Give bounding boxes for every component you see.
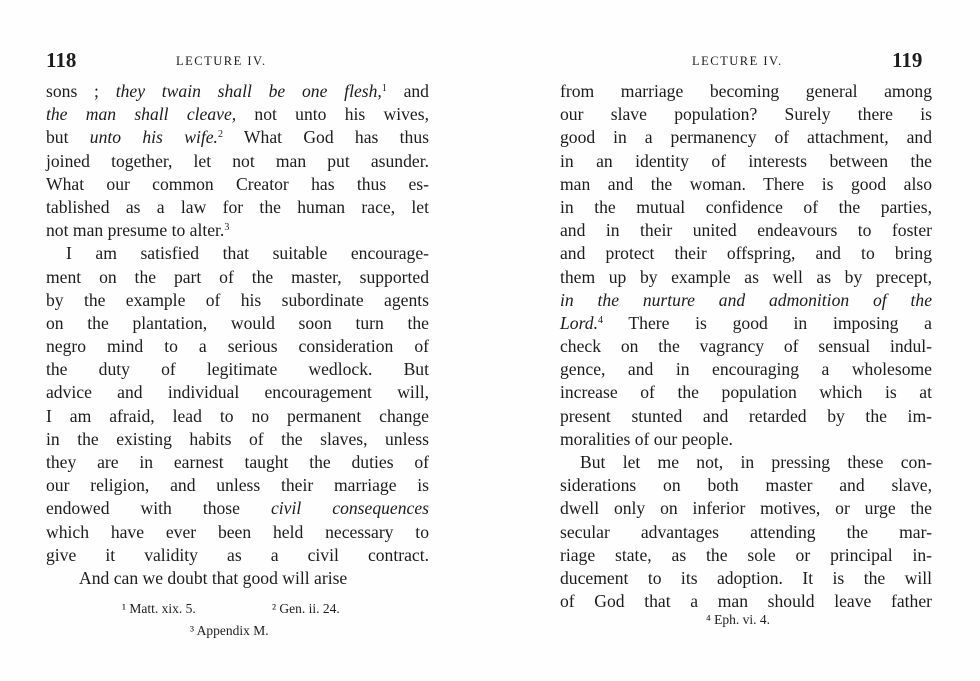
text-line: check on the vagrancy of sensual indul- (560, 336, 932, 357)
text-line (560, 289, 932, 312)
text-line: sons ; they twain shall be one flesh,$^1$ and (46, 81, 429, 101)
footnote: ² Gen. ii. 24. (272, 601, 340, 616)
text-line: ment on the part of the master, supported (46, 266, 429, 287)
text-line: the man shall cleave, not unto his wives, (46, 104, 429, 125)
text-line: Lord.$^4$ There is good in imposing a (560, 312, 932, 333)
text-line: ducement to its adoption. It is the will (560, 567, 932, 588)
text-line: moralities of our people. (560, 428, 733, 449)
text-line: of God that a man should leave father (560, 591, 932, 612)
text-line: but unto his wife.$^2$ What God has thus (46, 127, 430, 148)
page-number: 119 (892, 48, 923, 72)
text-line: them up by example as well as by precept, (560, 266, 932, 287)
text-line: and protect their offspring, and to bring (560, 243, 932, 264)
text-line: siderations on both master and slave, (560, 475, 932, 496)
text-line: our slave population? Surely there is (560, 104, 932, 125)
footnote: ⁴ Eph. vi. 4. (706, 612, 770, 627)
text-line: which have ever been held necessary to (46, 521, 429, 542)
text-line: by the example of his subordinate agents (46, 289, 429, 310)
text-line: I am satisfied that suitable encourage- (66, 243, 429, 264)
text-line: increase of the population which is at (560, 382, 932, 403)
footnote-marker: 4 (597, 314, 603, 326)
text-line: negro mind to a serious consideration of (46, 336, 429, 357)
text-line: I am afraid, lead to no permanent change (46, 405, 429, 426)
footnote-marker: 3 (224, 222, 230, 234)
text-line: riage state, as the sole or principal in- (560, 544, 932, 565)
italic-text: the man shall cleave, (46, 104, 237, 125)
right-page (490, 0, 980, 681)
body-text (560, 80, 932, 613)
footnote-marker: 2 (217, 129, 223, 141)
footnote: ¹ Matt. xix. 5. (122, 601, 196, 616)
italic-text: Lord. (560, 312, 598, 333)
running-head: LECTURE IV. (176, 54, 267, 68)
text-line: on the plantation, would soon turn the (46, 312, 429, 333)
footnote: ³ Appendix M. (190, 623, 269, 638)
text-line: from marriage becoming general among (560, 81, 932, 101)
text-line: in the mutual confidence of the parties, (560, 196, 932, 217)
footnote-marker: 1 (381, 83, 387, 94)
italic-text: civil consequences (270, 498, 430, 519)
text-line: our religion, and unless their marriage is (46, 475, 429, 496)
text-line: in an identity of interests between the (560, 150, 932, 171)
text-line: in the existing habits of the slaves, unless (46, 428, 429, 449)
text-line: But let me not, in pressing these con- (580, 452, 932, 472)
italic-text: in the nurture and admonition of the (560, 289, 932, 310)
text-line: the duty of legitimate wedlock. But (46, 359, 429, 380)
text-line: tablished as a law for the human race, let (46, 196, 429, 217)
text-line: not man presume to alter.$^3$ (46, 220, 230, 241)
text-line: What our common Creator has thus es- (46, 173, 429, 194)
text-line: and in their united endeavours to foster (560, 220, 932, 241)
running-head: LECTURE IV. (692, 54, 783, 68)
page-number: 118 (46, 48, 77, 72)
text-line: man and the woman. There is good also (560, 173, 932, 194)
text-line: dwell only on inferior motives, or urge the (560, 498, 932, 519)
text-line: give it validity as a civil contract. (46, 544, 429, 565)
text-line: joined together, let not man put asunder. (46, 150, 429, 171)
text-line: they are in earnest taught the duties of (46, 452, 429, 472)
text-line: And can we doubt that good will arise (79, 567, 348, 588)
text-line: advice and individual encouragement will, (46, 382, 429, 403)
text-line: gence, and in encouraging a wholesome (560, 359, 932, 380)
text-line: secular advantages attending the mar- (560, 521, 932, 542)
body-text (46, 80, 429, 590)
italic-text: unto his wife. (89, 127, 218, 148)
text-line: endowed with those civil consequences (46, 498, 430, 519)
text-line: good in a permanency of attachment, and (560, 127, 932, 148)
italic-text: they twain shall be one flesh, (115, 81, 382, 101)
text-line: present stunted and retarded by the im- (560, 405, 932, 426)
